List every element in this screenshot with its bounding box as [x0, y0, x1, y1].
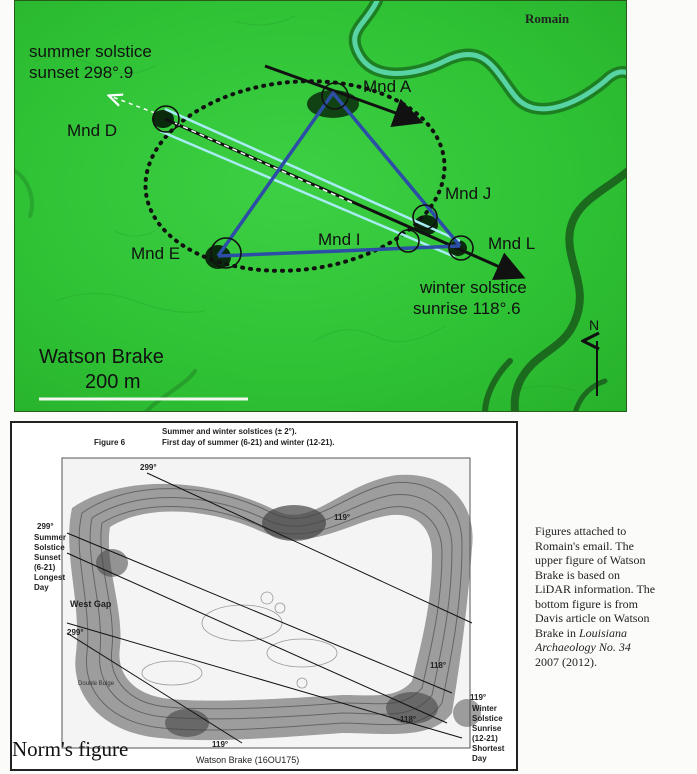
caption-line: Romain's email. The: [535, 538, 634, 553]
caption: [535, 524, 697, 669]
winter-note: Winter Solstice Sunrise (12-21) Shortest Day: [472, 704, 505, 763]
figure-number: Figure 6: [94, 438, 126, 447]
caption-year: 2007 (2012).: [535, 654, 597, 669]
journal-issue: Archaeology No. 34: [535, 640, 631, 654]
caption-line: Figures attached to: [535, 524, 627, 538]
north-label: N: [589, 317, 600, 333]
mound-i-label: Mnd I: [318, 230, 361, 249]
caption-line: Brake in Louisiana: [535, 625, 628, 640]
angle-119-bottom: 119°: [212, 740, 229, 749]
mound-l-label: Mnd L: [488, 234, 536, 253]
angle-119-right: 119°: [470, 693, 487, 702]
angle-118-right: 118°: [430, 661, 447, 670]
west-gap-label: West Gap: [70, 599, 112, 609]
contour-map-graphic: [12, 423, 516, 769]
caption-line: [535, 640, 697, 655]
summer-solstice-azimuth: sunset 298°.9: [29, 63, 134, 82]
figure-footer: Watson Brake (16OU175): [196, 755, 300, 765]
scale-label: 200 m: [85, 371, 141, 393]
lidar-map: [14, 0, 627, 412]
fig-title-line1: Summer and winter solstices (± 2°).: [162, 427, 297, 436]
mound-d-label: Mnd D: [67, 121, 118, 140]
angle-119-top: 119°: [334, 513, 351, 522]
angle-299-lower: 299°: [67, 628, 84, 637]
summer-solstice-label: summer solstice: [29, 42, 152, 61]
summer-note: Summer Solstice Sunset (6-21) Longest Day: [34, 533, 67, 592]
mound-e-label: Mnd E: [131, 244, 181, 263]
norms-figure-label: Norm's figure: [12, 737, 129, 761]
double-bulge-label: Double Bulge: [78, 681, 115, 687]
angle-118-bottom: 118°: [400, 715, 417, 724]
winter-solstice-label: winter solstice: [420, 278, 527, 297]
caption-line: Brake is based on: [535, 567, 620, 582]
contour-figure: [10, 421, 518, 771]
winter-solstice-azimuth: sunrise 118°.6: [413, 299, 521, 318]
caption-line: Davis article on Watson: [535, 611, 650, 625]
mound-a-label: Mnd A: [363, 77, 412, 96]
mound-j-label: Mnd J: [445, 184, 492, 203]
angle-299-left: 299°: [37, 522, 54, 531]
site-name: Watson Brake: [39, 346, 164, 368]
caption-line: upper figure of Watson: [535, 553, 646, 567]
angle-299-top: 299°: [140, 463, 157, 472]
caption-line: bottom figure is from: [535, 596, 638, 611]
map-credit: Romain: [525, 11, 570, 26]
fig-title-line2: First day of summer (6-21) and winter (12-21).: [162, 438, 335, 447]
journal-name: Louisiana: [579, 625, 628, 640]
caption-line: LiDAR information. The: [535, 582, 656, 596]
